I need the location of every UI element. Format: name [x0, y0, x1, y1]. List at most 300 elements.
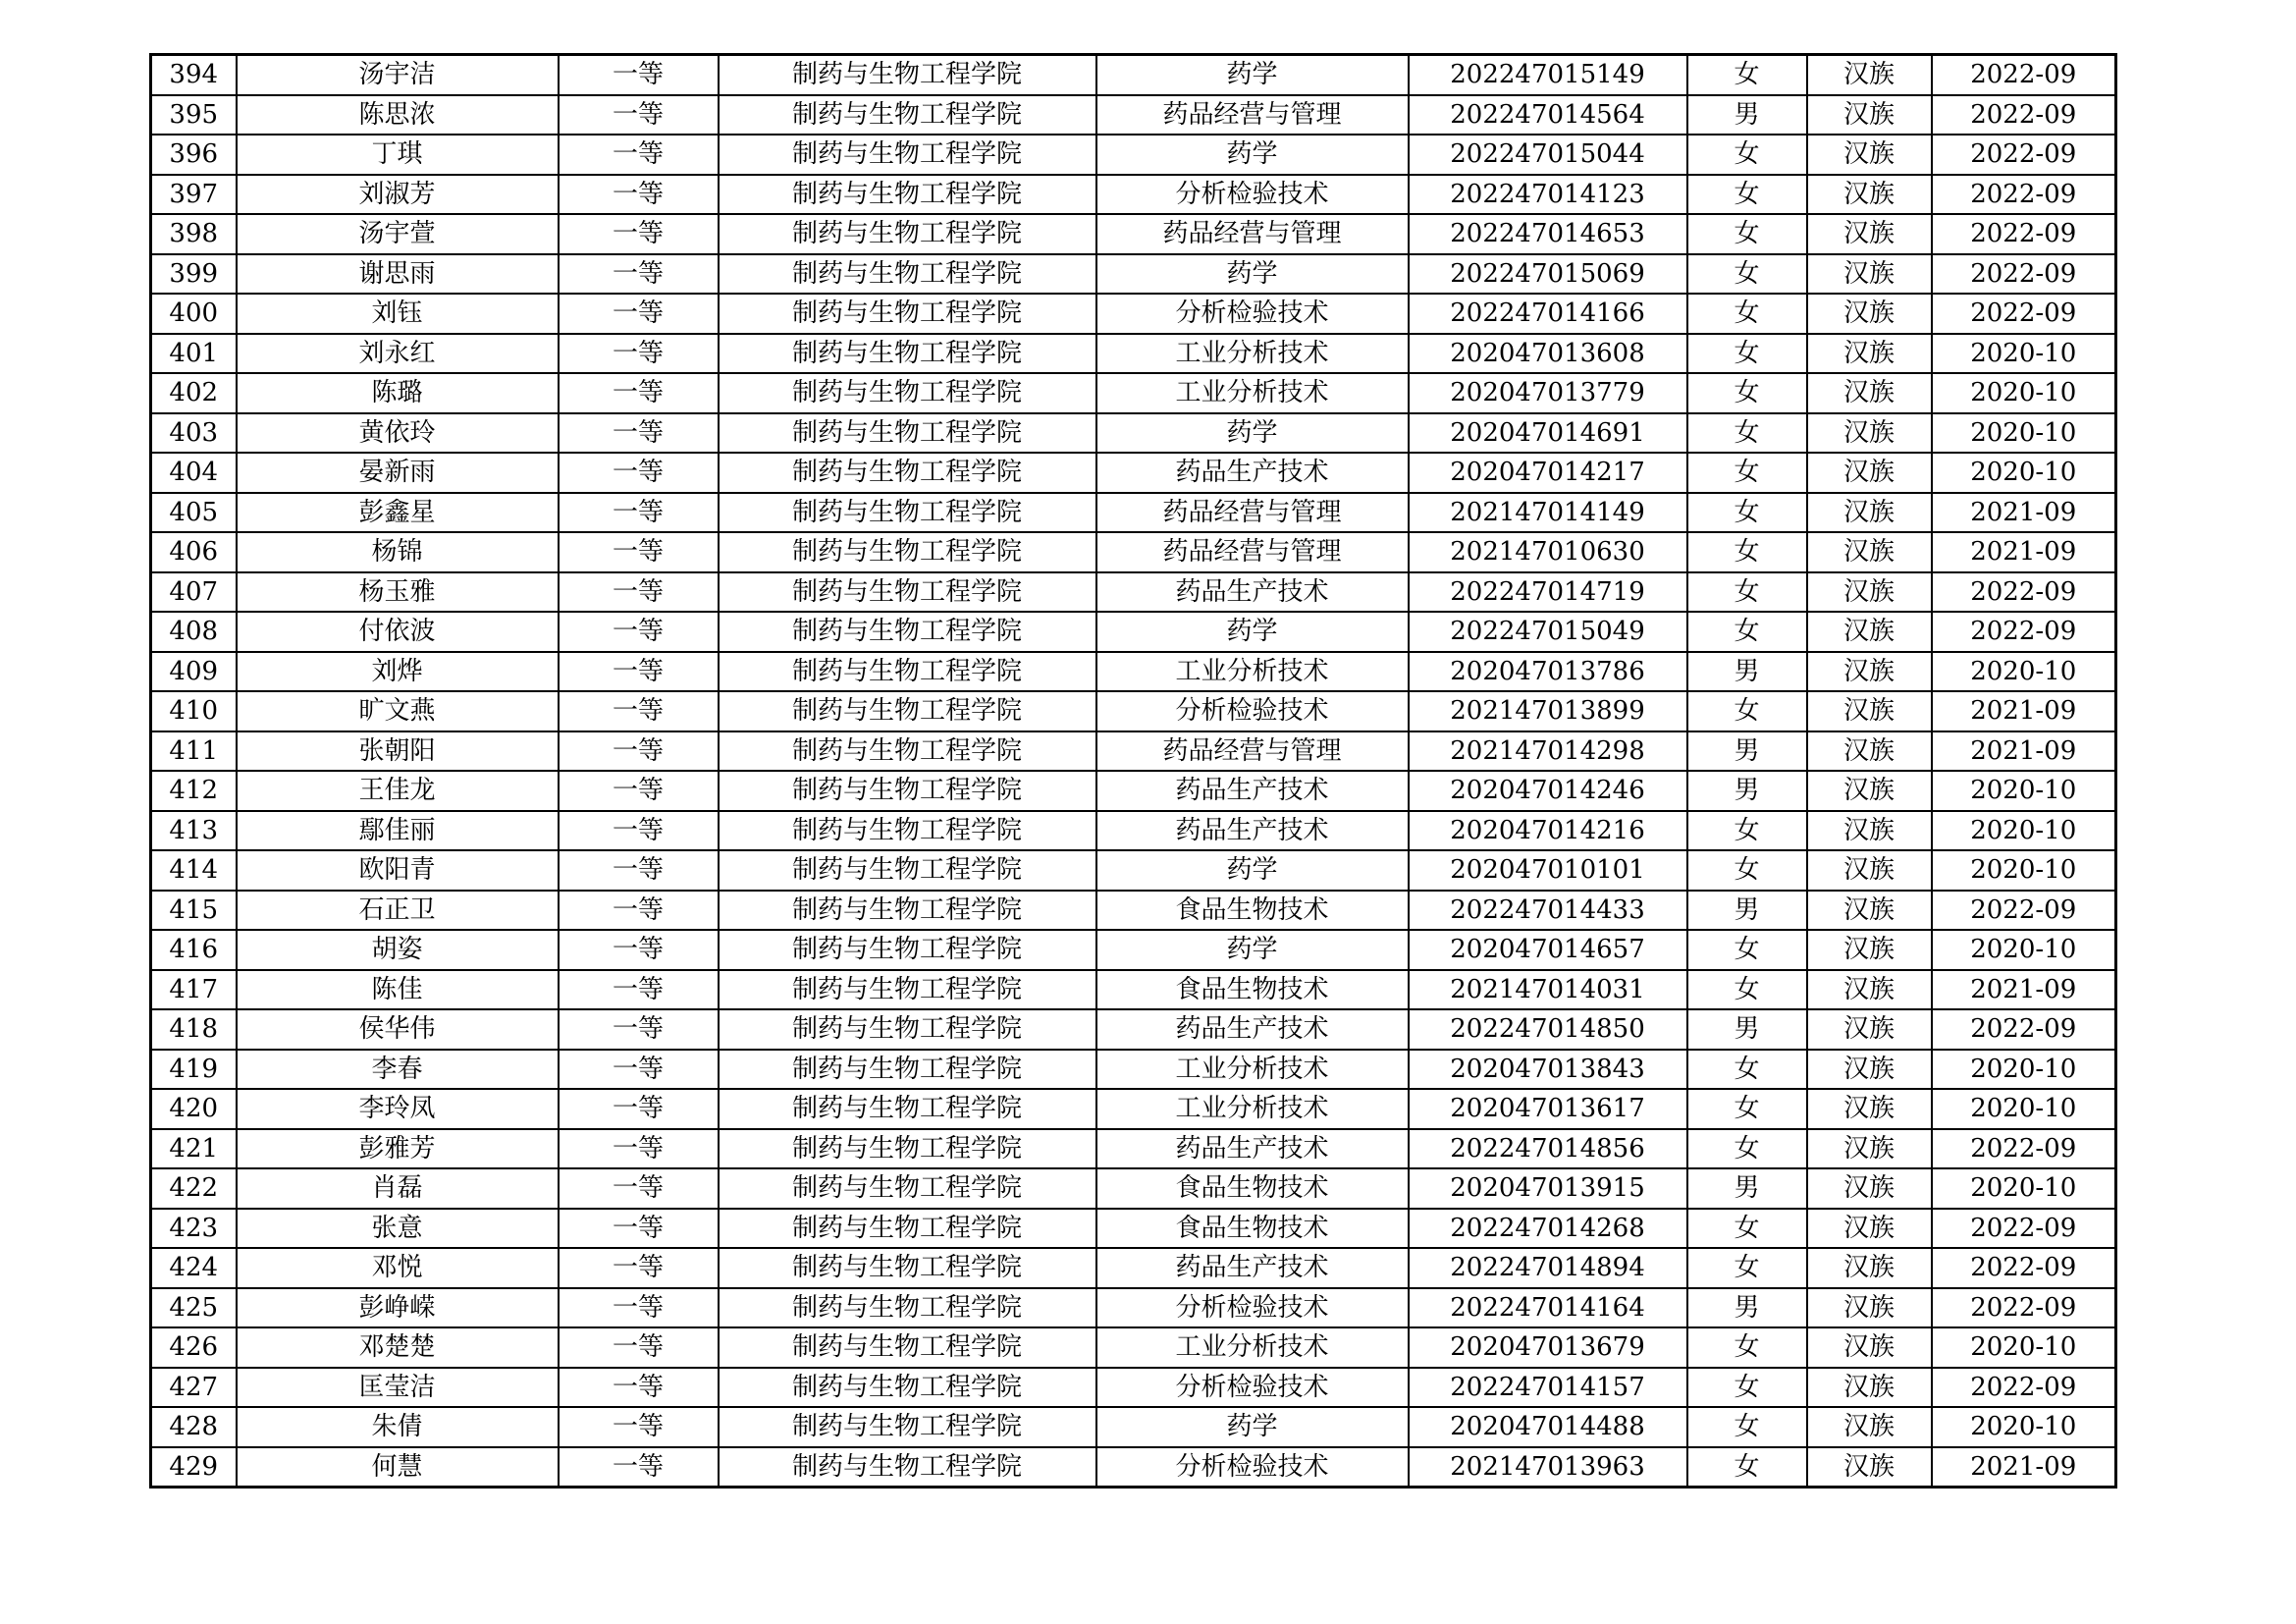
row-number-cell: 426 [151, 1327, 237, 1368]
student-id-cell: 202147013963 [1409, 1447, 1687, 1488]
student-id-cell: 202247014166 [1409, 294, 1687, 334]
row-number-cell: 417 [151, 970, 237, 1010]
major-cell: 药品经营与管理 [1096, 493, 1409, 533]
table-row [151, 612, 2116, 652]
table-row [151, 1009, 2116, 1050]
ethnicity-cell: 汉族 [1807, 1089, 1932, 1129]
gender-cell: 女 [1687, 413, 1807, 454]
table-row [151, 294, 2116, 334]
row-number-cell: 424 [151, 1248, 237, 1288]
ethnicity-cell: 汉族 [1807, 850, 1932, 891]
student-name-cell: 肖磊 [237, 1168, 559, 1209]
ethnicity-cell: 汉族 [1807, 970, 1932, 1010]
ethnicity-cell: 汉族 [1807, 891, 1932, 931]
award-level-cell: 一等 [559, 294, 719, 334]
table-row [151, 850, 2116, 891]
enrollment-date-cell: 2022-09 [1932, 55, 2116, 95]
enrollment-date-cell: 2022-09 [1932, 572, 2116, 613]
enrollment-date-cell: 2021-09 [1932, 1447, 2116, 1488]
college-cell: 制药与生物工程学院 [719, 95, 1096, 135]
gender-cell: 女 [1687, 811, 1807, 851]
gender-cell: 女 [1687, 453, 1807, 493]
major-cell: 工业分析技术 [1096, 1089, 1409, 1129]
student-name-cell: 匡莹洁 [237, 1368, 559, 1408]
ethnicity-cell: 汉族 [1807, 612, 1932, 652]
student-id-cell: 202247014653 [1409, 214, 1687, 254]
student-id-cell: 202047013786 [1409, 652, 1687, 692]
row-number-cell: 427 [151, 1368, 237, 1408]
award-level-cell: 一等 [559, 1209, 719, 1249]
row-number-cell: 395 [151, 95, 237, 135]
table-row [151, 55, 2116, 95]
ethnicity-cell: 汉族 [1807, 1209, 1932, 1249]
major-cell: 食品生物技术 [1096, 1209, 1409, 1249]
enrollment-date-cell: 2022-09 [1932, 135, 2116, 175]
college-cell: 制药与生物工程学院 [719, 1407, 1096, 1447]
gender-cell: 女 [1687, 294, 1807, 334]
row-number-cell: 419 [151, 1050, 237, 1090]
ethnicity-cell: 汉族 [1807, 1368, 1932, 1408]
ethnicity-cell: 汉族 [1807, 1447, 1932, 1488]
award-level-cell: 一等 [559, 771, 719, 811]
ethnicity-cell: 汉族 [1807, 214, 1932, 254]
table-row [151, 135, 2116, 175]
table-row [151, 691, 2116, 731]
ethnicity-cell: 汉族 [1807, 1009, 1932, 1050]
gender-cell: 女 [1687, 254, 1807, 295]
award-level-cell: 一等 [559, 731, 719, 772]
student-name-cell: 旷文燕 [237, 691, 559, 731]
college-cell: 制药与生物工程学院 [719, 1248, 1096, 1288]
ethnicity-cell: 汉族 [1807, 413, 1932, 454]
gender-cell: 女 [1687, 970, 1807, 1010]
student-id-cell: 202047013617 [1409, 1089, 1687, 1129]
student-id-cell: 202147014298 [1409, 731, 1687, 772]
award-level-cell: 一等 [559, 254, 719, 295]
student-name-cell: 何慧 [237, 1447, 559, 1488]
table-row [151, 413, 2116, 454]
row-number-cell: 414 [151, 850, 237, 891]
college-cell: 制药与生物工程学院 [719, 254, 1096, 295]
major-cell: 药品生产技术 [1096, 453, 1409, 493]
ethnicity-cell: 汉族 [1807, 572, 1932, 613]
student-name-cell: 杨玉雅 [237, 572, 559, 613]
row-number-cell: 403 [151, 413, 237, 454]
college-cell: 制药与生物工程学院 [719, 1209, 1096, 1249]
roster-body [151, 55, 2116, 1488]
gender-cell: 女 [1687, 691, 1807, 731]
table-row [151, 1447, 2116, 1488]
student-name-cell: 邓楚楚 [237, 1327, 559, 1368]
award-level-cell: 一等 [559, 970, 719, 1010]
table-row [151, 1129, 2116, 1169]
enrollment-date-cell: 2020-10 [1932, 453, 2116, 493]
student-name-cell: 邓悦 [237, 1248, 559, 1288]
college-cell: 制药与生物工程学院 [719, 1327, 1096, 1368]
table-row [151, 334, 2116, 374]
ethnicity-cell: 汉族 [1807, 1168, 1932, 1209]
student-name-cell: 谢思雨 [237, 254, 559, 295]
table-row [151, 1209, 2116, 1249]
award-level-cell: 一等 [559, 1089, 719, 1129]
student-name-cell: 晏新雨 [237, 453, 559, 493]
college-cell: 制药与生物工程学院 [719, 970, 1096, 1010]
row-number-cell: 411 [151, 731, 237, 772]
enrollment-date-cell: 2020-10 [1932, 850, 2116, 891]
ethnicity-cell: 汉族 [1807, 811, 1932, 851]
enrollment-date-cell: 2021-09 [1932, 532, 2116, 572]
award-level-cell: 一等 [559, 334, 719, 374]
award-level-cell: 一等 [559, 930, 719, 970]
major-cell: 药学 [1096, 55, 1409, 95]
student-name-cell: 黄依玲 [237, 413, 559, 454]
gender-cell: 男 [1687, 1168, 1807, 1209]
college-cell: 制药与生物工程学院 [719, 532, 1096, 572]
enrollment-date-cell: 2022-09 [1932, 214, 2116, 254]
student-id-cell: 202047014246 [1409, 771, 1687, 811]
table-row [151, 771, 2116, 811]
table-row [151, 1168, 2116, 1209]
enrollment-date-cell: 2022-09 [1932, 175, 2116, 215]
major-cell: 工业分析技术 [1096, 1050, 1409, 1090]
student-id-cell: 202247014123 [1409, 175, 1687, 215]
major-cell: 分析检验技术 [1096, 1288, 1409, 1328]
college-cell: 制药与生物工程学院 [719, 334, 1096, 374]
table-row [151, 930, 2116, 970]
award-level-cell: 一等 [559, 691, 719, 731]
enrollment-date-cell: 2020-10 [1932, 652, 2116, 692]
college-cell: 制药与生物工程学院 [719, 1129, 1096, 1169]
table-row [151, 572, 2116, 613]
student-id-cell: 202247014157 [1409, 1368, 1687, 1408]
award-level-cell: 一等 [559, 1248, 719, 1288]
gender-cell: 男 [1687, 1009, 1807, 1050]
row-number-cell: 397 [151, 175, 237, 215]
major-cell: 药品生产技术 [1096, 572, 1409, 613]
college-cell: 制药与生物工程学院 [719, 1288, 1096, 1328]
student-id-cell: 202147010630 [1409, 532, 1687, 572]
gender-cell: 女 [1687, 1327, 1807, 1368]
enrollment-date-cell: 2022-09 [1932, 1368, 2116, 1408]
college-cell: 制药与生物工程学院 [719, 373, 1096, 413]
row-number-cell: 400 [151, 294, 237, 334]
major-cell: 分析检验技术 [1096, 294, 1409, 334]
ethnicity-cell: 汉族 [1807, 294, 1932, 334]
table-row [151, 891, 2116, 931]
college-cell: 制药与生物工程学院 [719, 135, 1096, 175]
table-row [151, 95, 2116, 135]
gender-cell: 男 [1687, 771, 1807, 811]
award-roster-table [149, 53, 2117, 1489]
student-id-cell: 202147014031 [1409, 970, 1687, 1010]
gender-cell: 女 [1687, 493, 1807, 533]
student-id-cell: 202047013679 [1409, 1327, 1687, 1368]
college-cell: 制药与生物工程学院 [719, 1168, 1096, 1209]
gender-cell: 女 [1687, 1368, 1807, 1408]
enrollment-date-cell: 2021-09 [1932, 691, 2116, 731]
row-number-cell: 425 [151, 1288, 237, 1328]
enrollment-date-cell: 2022-09 [1932, 612, 2116, 652]
award-level-cell: 一等 [559, 135, 719, 175]
student-name-cell: 张意 [237, 1209, 559, 1249]
major-cell: 分析检验技术 [1096, 1368, 1409, 1408]
table-row [151, 493, 2116, 533]
major-cell: 药学 [1096, 930, 1409, 970]
college-cell: 制药与生物工程学院 [719, 652, 1096, 692]
table-row [151, 1327, 2116, 1368]
ethnicity-cell: 汉族 [1807, 532, 1932, 572]
major-cell: 药品生产技术 [1096, 1129, 1409, 1169]
row-number-cell: 405 [151, 493, 237, 533]
row-number-cell: 412 [151, 771, 237, 811]
student-id-cell: 202247015049 [1409, 612, 1687, 652]
college-cell: 制药与生物工程学院 [719, 1447, 1096, 1488]
gender-cell: 女 [1687, 532, 1807, 572]
table-row [151, 175, 2116, 215]
student-id-cell: 202047013608 [1409, 334, 1687, 374]
student-name-cell: 杨锦 [237, 532, 559, 572]
student-name-cell: 汤宇洁 [237, 55, 559, 95]
row-number-cell: 406 [151, 532, 237, 572]
gender-cell: 女 [1687, 334, 1807, 374]
student-id-cell: 202247015044 [1409, 135, 1687, 175]
table-row [151, 453, 2116, 493]
award-level-cell: 一等 [559, 175, 719, 215]
row-number-cell: 429 [151, 1447, 237, 1488]
award-level-cell: 一等 [559, 1168, 719, 1209]
gender-cell: 男 [1687, 731, 1807, 772]
table-row [151, 731, 2116, 772]
student-name-cell: 侯华伟 [237, 1009, 559, 1050]
college-cell: 制药与生物工程学院 [719, 1050, 1096, 1090]
enrollment-date-cell: 2020-10 [1932, 334, 2116, 374]
enrollment-date-cell: 2022-09 [1932, 95, 2116, 135]
enrollment-date-cell: 2022-09 [1932, 254, 2116, 295]
student-id-cell: 202247015149 [1409, 55, 1687, 95]
student-id-cell: 202247015069 [1409, 254, 1687, 295]
student-id-cell: 202047013779 [1409, 373, 1687, 413]
row-number-cell: 398 [151, 214, 237, 254]
gender-cell: 女 [1687, 930, 1807, 970]
ethnicity-cell: 汉族 [1807, 930, 1932, 970]
award-level-cell: 一等 [559, 1288, 719, 1328]
ethnicity-cell: 汉族 [1807, 334, 1932, 374]
table-row [151, 1050, 2116, 1090]
row-number-cell: 401 [151, 334, 237, 374]
enrollment-date-cell: 2020-10 [1932, 771, 2116, 811]
table-row [151, 970, 2116, 1010]
award-level-cell: 一等 [559, 413, 719, 454]
award-level-cell: 一等 [559, 850, 719, 891]
ethnicity-cell: 汉族 [1807, 1248, 1932, 1288]
enrollment-date-cell: 2020-10 [1932, 930, 2116, 970]
award-level-cell: 一等 [559, 811, 719, 851]
student-name-cell: 石正卫 [237, 891, 559, 931]
college-cell: 制药与生物工程学院 [719, 930, 1096, 970]
major-cell: 药品经营与管理 [1096, 214, 1409, 254]
student-name-cell: 彭雅芳 [237, 1129, 559, 1169]
ethnicity-cell: 汉族 [1807, 652, 1932, 692]
award-level-cell: 一等 [559, 1050, 719, 1090]
student-id-cell: 202247014856 [1409, 1129, 1687, 1169]
major-cell: 药学 [1096, 612, 1409, 652]
ethnicity-cell: 汉族 [1807, 1407, 1932, 1447]
student-id-cell: 202047014216 [1409, 811, 1687, 851]
major-cell: 药品生产技术 [1096, 811, 1409, 851]
major-cell: 食品生物技术 [1096, 970, 1409, 1010]
table-row [151, 1248, 2116, 1288]
major-cell: 药学 [1096, 850, 1409, 891]
ethnicity-cell: 汉族 [1807, 55, 1932, 95]
table-row [151, 532, 2116, 572]
college-cell: 制药与生物工程学院 [719, 175, 1096, 215]
major-cell: 药品经营与管理 [1096, 731, 1409, 772]
gender-cell: 女 [1687, 1129, 1807, 1169]
student-id-cell: 202047010101 [1409, 850, 1687, 891]
major-cell: 工业分析技术 [1096, 334, 1409, 374]
student-id-cell: 202047014488 [1409, 1407, 1687, 1447]
student-id-cell: 202147014149 [1409, 493, 1687, 533]
student-name-cell: 鄢佳丽 [237, 811, 559, 851]
major-cell: 药学 [1096, 254, 1409, 295]
award-level-cell: 一等 [559, 95, 719, 135]
gender-cell: 女 [1687, 1050, 1807, 1090]
table-row [151, 811, 2116, 851]
ethnicity-cell: 汉族 [1807, 731, 1932, 772]
student-name-cell: 陈佳 [237, 970, 559, 1010]
row-number-cell: 404 [151, 453, 237, 493]
enrollment-date-cell: 2022-09 [1932, 1248, 2116, 1288]
college-cell: 制药与生物工程学院 [719, 731, 1096, 772]
ethnicity-cell: 汉族 [1807, 771, 1932, 811]
student-name-cell: 刘淑芳 [237, 175, 559, 215]
major-cell: 药品经营与管理 [1096, 95, 1409, 135]
enrollment-date-cell: 2022-09 [1932, 1209, 2116, 1249]
table-row [151, 373, 2116, 413]
major-cell: 分析检验技术 [1096, 1447, 1409, 1488]
enrollment-date-cell: 2022-09 [1932, 1129, 2116, 1169]
award-level-cell: 一等 [559, 1407, 719, 1447]
table-row [151, 1368, 2116, 1408]
gender-cell: 男 [1687, 891, 1807, 931]
table-row [151, 214, 2116, 254]
college-cell: 制药与生物工程学院 [719, 811, 1096, 851]
row-number-cell: 428 [151, 1407, 237, 1447]
major-cell: 药学 [1096, 135, 1409, 175]
student-name-cell: 胡姿 [237, 930, 559, 970]
student-name-cell: 刘钰 [237, 294, 559, 334]
ethnicity-cell: 汉族 [1807, 1327, 1932, 1368]
enrollment-date-cell: 2020-10 [1932, 1327, 2116, 1368]
student-id-cell: 202147013899 [1409, 691, 1687, 731]
major-cell: 分析检验技术 [1096, 691, 1409, 731]
student-id-cell: 202247014894 [1409, 1248, 1687, 1288]
major-cell: 食品生物技术 [1096, 1168, 1409, 1209]
gender-cell: 女 [1687, 135, 1807, 175]
college-cell: 制药与生物工程学院 [719, 413, 1096, 454]
table-row [151, 254, 2116, 295]
ethnicity-cell: 汉族 [1807, 493, 1932, 533]
student-name-cell: 李玲凤 [237, 1089, 559, 1129]
student-name-cell: 汤宇萱 [237, 214, 559, 254]
student-id-cell: 202047014217 [1409, 453, 1687, 493]
enrollment-date-cell: 2022-09 [1932, 891, 2116, 931]
row-number-cell: 396 [151, 135, 237, 175]
student-name-cell: 付依波 [237, 612, 559, 652]
award-level-cell: 一等 [559, 55, 719, 95]
row-number-cell: 402 [151, 373, 237, 413]
student-name-cell: 陈璐 [237, 373, 559, 413]
row-number-cell: 413 [151, 811, 237, 851]
row-number-cell: 407 [151, 572, 237, 613]
award-level-cell: 一等 [559, 1009, 719, 1050]
major-cell: 药学 [1096, 413, 1409, 454]
row-number-cell: 423 [151, 1209, 237, 1249]
student-id-cell: 202047014657 [1409, 930, 1687, 970]
enrollment-date-cell: 2020-10 [1932, 1089, 2116, 1129]
student-id-cell: 202247014564 [1409, 95, 1687, 135]
enrollment-date-cell: 2022-09 [1932, 1288, 2116, 1328]
college-cell: 制药与生物工程学院 [719, 1368, 1096, 1408]
ethnicity-cell: 汉族 [1807, 1050, 1932, 1090]
major-cell: 工业分析技术 [1096, 1327, 1409, 1368]
student-name-cell: 李春 [237, 1050, 559, 1090]
student-id-cell: 202247014268 [1409, 1209, 1687, 1249]
gender-cell: 女 [1687, 1447, 1807, 1488]
enrollment-date-cell: 2022-09 [1932, 294, 2116, 334]
gender-cell: 女 [1687, 1407, 1807, 1447]
gender-cell: 男 [1687, 1288, 1807, 1328]
row-number-cell: 420 [151, 1089, 237, 1129]
enrollment-date-cell: 2021-09 [1932, 493, 2116, 533]
ethnicity-cell: 汉族 [1807, 453, 1932, 493]
enrollment-date-cell: 2020-10 [1932, 413, 2116, 454]
major-cell: 药品生产技术 [1096, 1009, 1409, 1050]
enrollment-date-cell: 2020-10 [1932, 1168, 2116, 1209]
gender-cell: 女 [1687, 373, 1807, 413]
award-level-cell: 一等 [559, 612, 719, 652]
college-cell: 制药与生物工程学院 [719, 294, 1096, 334]
student-id-cell: 202047013915 [1409, 1168, 1687, 1209]
college-cell: 制药与生物工程学院 [719, 612, 1096, 652]
award-level-cell: 一等 [559, 1368, 719, 1408]
college-cell: 制药与生物工程学院 [719, 493, 1096, 533]
award-level-cell: 一等 [559, 453, 719, 493]
gender-cell: 女 [1687, 572, 1807, 613]
gender-cell: 男 [1687, 652, 1807, 692]
gender-cell: 女 [1687, 214, 1807, 254]
ethnicity-cell: 汉族 [1807, 95, 1932, 135]
row-number-cell: 410 [151, 691, 237, 731]
enrollment-date-cell: 2020-10 [1932, 1407, 2116, 1447]
gender-cell: 女 [1687, 175, 1807, 215]
ethnicity-cell: 汉族 [1807, 691, 1932, 731]
row-number-cell: 394 [151, 55, 237, 95]
row-number-cell: 409 [151, 652, 237, 692]
gender-cell: 男 [1687, 95, 1807, 135]
gender-cell: 女 [1687, 612, 1807, 652]
award-level-cell: 一等 [559, 532, 719, 572]
college-cell: 制药与生物工程学院 [719, 55, 1096, 95]
college-cell: 制药与生物工程学院 [719, 691, 1096, 731]
row-number-cell: 408 [151, 612, 237, 652]
gender-cell: 女 [1687, 850, 1807, 891]
row-number-cell: 421 [151, 1129, 237, 1169]
gender-cell: 女 [1687, 55, 1807, 95]
student-name-cell: 王佳龙 [237, 771, 559, 811]
student-name-cell: 欧阳青 [237, 850, 559, 891]
award-level-cell: 一等 [559, 493, 719, 533]
